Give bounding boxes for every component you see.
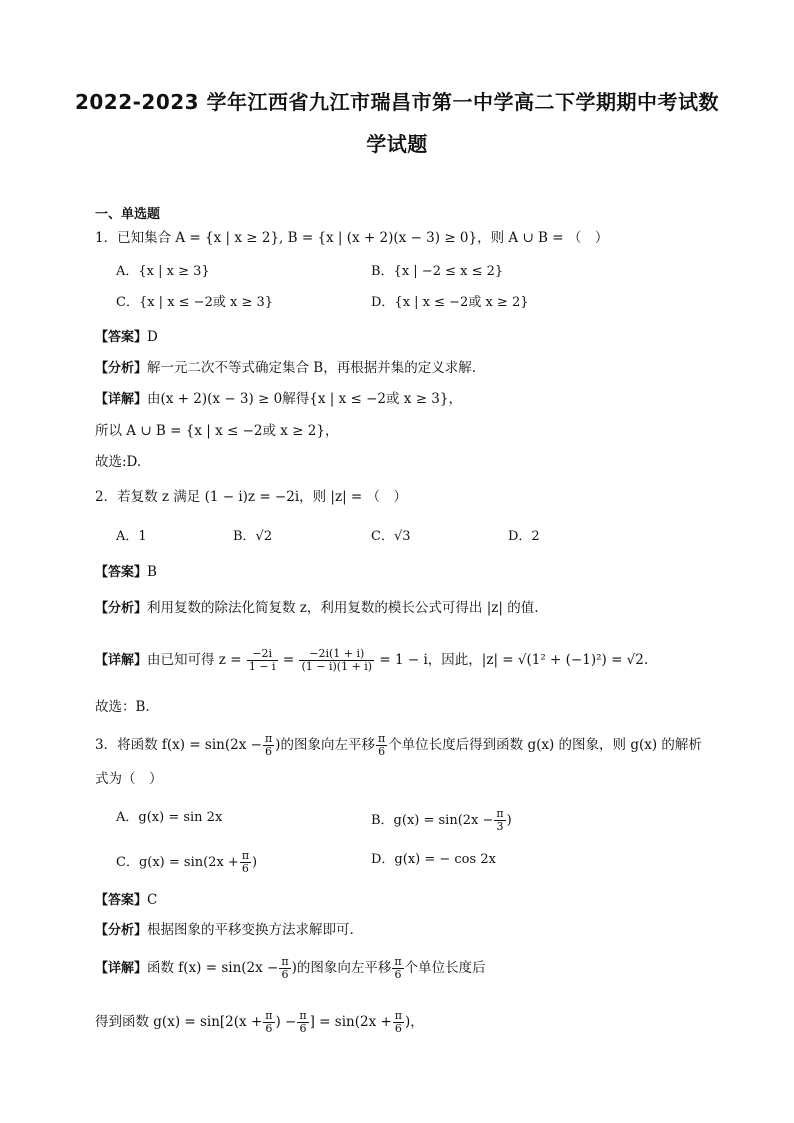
q2-option-b: B．√2 bbox=[233, 529, 273, 544]
fraction: $\frac{\pi}{6}$ bbox=[281, 955, 289, 981]
fraction: $\frac{\pi}{6}$ bbox=[394, 955, 402, 981]
q1-detail1: 由(x + 2)(x − 3) ≥ 0解得{x | x ≤ −2或 x ≥ 3}， bbox=[147, 391, 462, 407]
q1-option-d: D．{x | x ≤ −2或 x ≥ 2} bbox=[371, 295, 529, 310]
q1-answer-row bbox=[95, 327, 158, 348]
detail-tag: 【详解】 bbox=[95, 392, 148, 407]
q1-detail-row bbox=[95, 389, 462, 410]
q3-option-c: C．g(x) = sin(2x + $\frac{\pi}{6}$ ) bbox=[116, 849, 258, 875]
q3-stem-part: 3．将函数 f(x) = sin(2x − bbox=[95, 737, 262, 753]
q1-stem: 1．已知集合 A = {x | x ≥ 2}, B = {x | (x + 2)(x − 3) ≥ 0}，则 A ∪ B = （ ） bbox=[95, 230, 609, 246]
analysis-tag: 【分析】 bbox=[95, 361, 148, 376]
fraction: $\frac{\pi}{3}$ bbox=[496, 807, 504, 833]
q1-conclusion: 故选:D. bbox=[95, 454, 142, 470]
q1-analysis-row bbox=[95, 358, 476, 379]
q3-option-a: A．g(x) = sin 2x bbox=[116, 810, 223, 825]
q2-stem: 2．若复数 z 满足 (1 − i)z = −2i，则 |z| = （ ） bbox=[95, 489, 408, 505]
q3-detail-row: 【详解】函数 f(x) = sin(2x − $\frac{\pi}{6}$ )的图象向左平移 $\frac{\pi}{6}$ 个单位长度后 bbox=[95, 955, 486, 981]
answer-tag: 【答案】 bbox=[95, 565, 148, 580]
answer-tag: 【答案】 bbox=[95, 893, 148, 908]
document-title-line2: 学试题 bbox=[366, 132, 428, 156]
q3-stem bbox=[95, 733, 702, 758]
detail-tag: 【详解】 bbox=[95, 961, 148, 976]
fraction: $\frac{-2i}{1 - i}$ bbox=[248, 647, 276, 673]
q3-answer: C bbox=[147, 892, 158, 908]
q3-detail-last: 得到函数 g(x) = sin[2(x + $\frac{\pi}{6}$ ) − $\frac{\pi}{6}$ ] = sin(2x + $\frac{\pi}{6}$ )， bbox=[95, 1009, 424, 1035]
q1-analysis: 解一元二次不等式确定集合 B，再根据并集的定义求解. bbox=[147, 360, 477, 376]
fraction: $\frac{\pi}{6}$ bbox=[299, 1009, 307, 1035]
q2-answer-row bbox=[95, 562, 157, 583]
q3-stem-part: 个单位长度后得到函数 g(x) 的图象，则 g(x) 的解析 bbox=[388, 737, 702, 753]
q3-option-b: B．g(x) = sin(2x − $\frac{\pi}{3}$ ) bbox=[371, 807, 512, 833]
answer-tag: 【答案】 bbox=[95, 330, 148, 345]
q3-stem-part: )的图象向左平移 bbox=[275, 737, 375, 753]
q1-detail2: 所以 A ∪ B = {x | x ≤ −2或 x ≥ 2}， bbox=[95, 423, 339, 439]
fraction: $\frac{\pi}{6}$ bbox=[394, 1009, 403, 1035]
fraction: $\frac{\pi}{6}$ bbox=[241, 849, 250, 875]
section-heading: 一、单选题 bbox=[95, 207, 161, 222]
analysis-tag: 【分析】 bbox=[95, 601, 148, 616]
q1-option-c: C．{x | x ≤ −2或 x ≥ 3} bbox=[116, 295, 274, 310]
q2-detail-pre: 由已知可得 z = bbox=[147, 652, 242, 668]
q2-analysis-row bbox=[95, 598, 539, 619]
q2-conclusion: 故选：B. bbox=[95, 699, 150, 715]
q3-answer-row bbox=[95, 890, 157, 911]
fraction: $\frac{-2i(1 + i)}{(1 - i)(1 + i)}$ bbox=[301, 647, 373, 673]
q2-option-a: A．1 bbox=[116, 529, 147, 544]
fraction: $\frac{\pi}{6}$ bbox=[264, 732, 273, 758]
q1-option-b: B．{x | −2 ≤ x ≤ 2} bbox=[371, 264, 504, 279]
fraction: $\frac{\pi}{6}$ bbox=[377, 732, 386, 758]
q1-option-a: A．{x | x ≥ 3} bbox=[116, 264, 210, 279]
q2-option-d: D．2 bbox=[508, 529, 540, 544]
q2-detail-row bbox=[95, 648, 648, 673]
q2-answer: B bbox=[147, 564, 157, 580]
equals-sign: = bbox=[282, 652, 295, 668]
q3-analysis: 根据图象的平移变换方法求解即可. bbox=[147, 922, 354, 938]
document-title-line1: 2022-2023 学年江西省九江市瑞昌市第一中学高二下学期期中考试数 bbox=[74, 90, 720, 114]
q3-analysis-row bbox=[95, 920, 354, 941]
q2-option-c: C．√3 bbox=[371, 529, 411, 544]
q2-detail-post: = 1 − i，因此，|z| = √(1² + (−1)²) = √2. bbox=[379, 652, 649, 668]
fraction: $\frac{\pi}{6}$ bbox=[265, 1009, 273, 1035]
detail-tag: 【详解】 bbox=[95, 653, 148, 668]
q3-option-d: D．g(x) = − cos 2x bbox=[371, 852, 496, 867]
q2-analysis: 利用复数的除法化简复数 z，利用复数的模长公式可得出 |z| 的值. bbox=[147, 600, 539, 616]
q3-stem-line2: 式为（ ） bbox=[95, 771, 163, 787]
q1-answer: D bbox=[147, 329, 158, 345]
analysis-tag: 【分析】 bbox=[95, 923, 148, 938]
